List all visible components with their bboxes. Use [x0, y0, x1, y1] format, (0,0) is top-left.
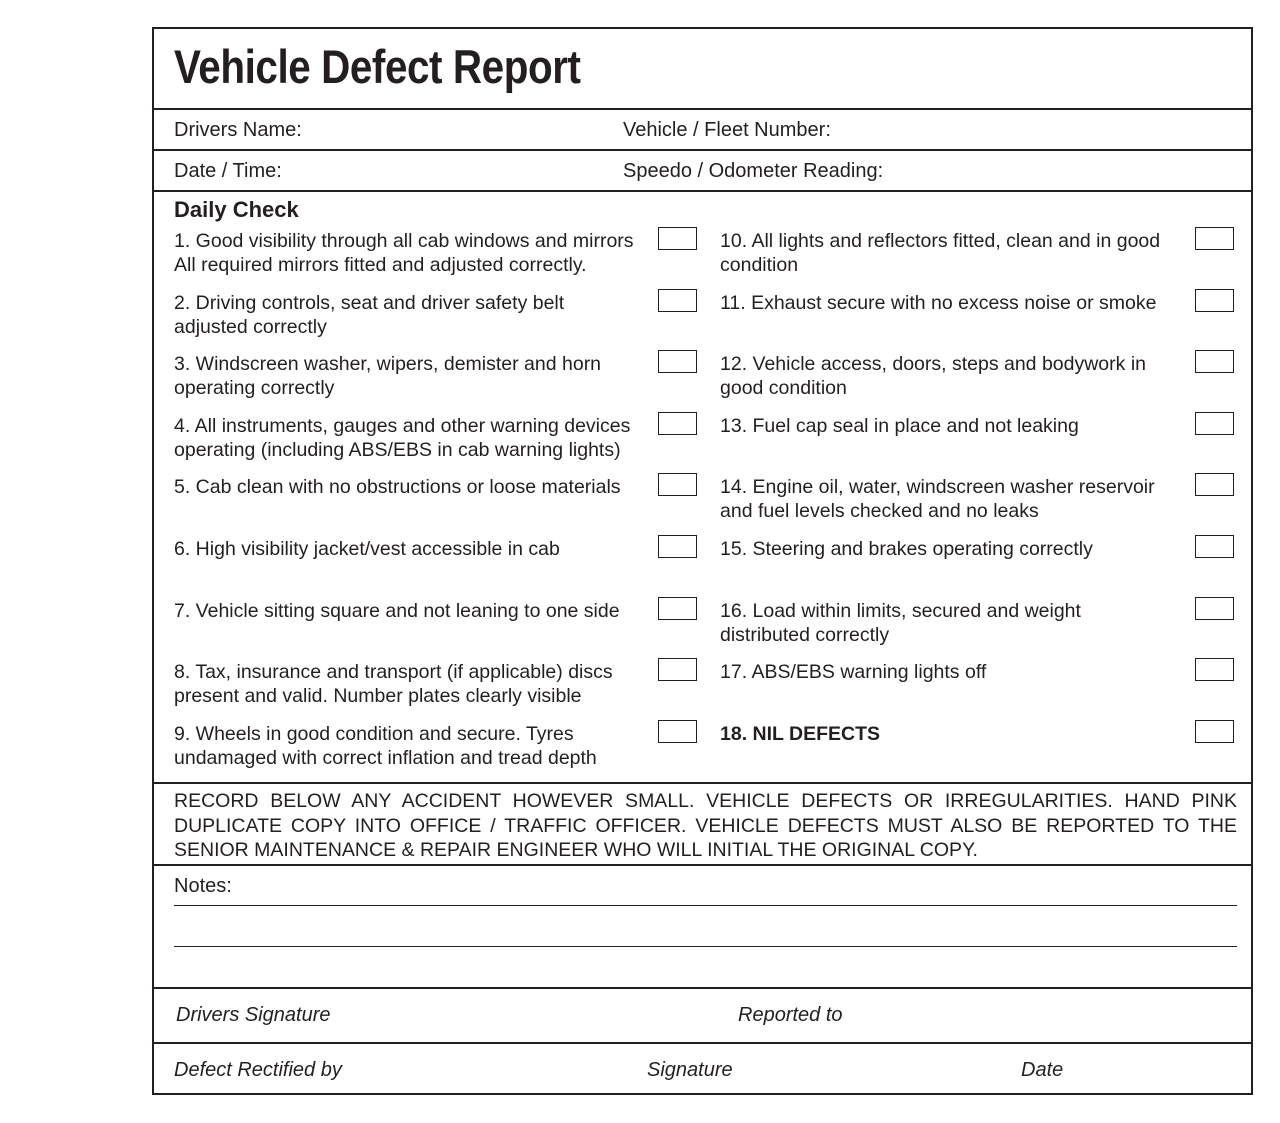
- check-item: [720, 660, 986, 684]
- check-item-text: 10. All lights and reflectors fitted, clean and in good: [720, 230, 1161, 252]
- check-item: [720, 291, 1156, 315]
- check-box[interactable]: [658, 350, 697, 373]
- divider: [154, 987, 1251, 989]
- check-item: [174, 291, 564, 339]
- check-box[interactable]: [658, 720, 697, 743]
- check-item-text: adjusted correctly: [174, 315, 327, 338]
- check-item: [720, 475, 1155, 523]
- signature-label: Signature: [647, 1059, 733, 1081]
- check-item-text: undamaged with correct inflation and tread depth: [174, 746, 597, 769]
- check-item-text: 12. Vehicle access, doors, steps and bodywork in: [720, 353, 1146, 376]
- check-box[interactable]: [658, 227, 697, 250]
- check-item-text: 18. NIL DEFECTS: [720, 722, 881, 745]
- check-item: [720, 229, 1160, 277]
- check-item-text: 15. Steering and brakes operating correctly: [720, 538, 1093, 560]
- check-box[interactable]: [1195, 597, 1234, 620]
- report-title: Vehicle Defect Report: [174, 40, 581, 93]
- check-item: [174, 229, 634, 277]
- check-item: [720, 537, 1093, 561]
- check-item-text: condition: [720, 254, 799, 276]
- check-item-text: operating (including ABS/EBS in cab warning lights): [174, 438, 621, 461]
- check-item: [174, 352, 601, 400]
- check-item-text: 7. Vehicle sitting square and not leaning to one side: [174, 599, 620, 622]
- check-item-text: All required mirrors fitted and adjusted correctly.: [174, 254, 587, 276]
- check-item: [174, 475, 621, 499]
- divider: [154, 190, 1251, 192]
- check-item-text: good condition: [720, 377, 847, 400]
- check-item-text: distributed correctly: [720, 623, 890, 646]
- check-box[interactable]: [1195, 473, 1234, 496]
- notes-line[interactable]: [174, 905, 1237, 906]
- date-time-label: Date / Time:: [174, 160, 282, 182]
- reported-to-label: Reported to: [738, 1004, 843, 1026]
- reporting-notice: RECORD BELOW ANY ACCIDENT HOWEVER SMALL. VEHICLE DEFECTS OR IRREGULARITIES. HAND PINK DUPLICATE COPY INTO OFFICE / TRAFFIC OFFICER. VEHICLE DEFECTS MUST ALSO BE REPORTED TO THE SENIOR MAINTENANCE & REPAIR ENGINEER WHO WILL INITIAL THE ORIGINAL COPY.: [174, 790, 1237, 861]
- check-item-text: 8. Tax, insurance and transport (if applicable) discs: [174, 661, 613, 684]
- speedo-reading-label: Speedo / Odometer Reading:: [623, 160, 884, 182]
- check-item-text: 14. Engine oil, water, windscreen washer reservoir: [720, 476, 1155, 499]
- daily-check-heading: Daily Check: [174, 197, 299, 222]
- check-item-text: and fuel levels checked and no leaks: [720, 500, 1039, 523]
- divider: [154, 864, 1251, 866]
- check-item: [720, 599, 1081, 647]
- check-item-text: 1. Good visibility through all cab windows and mirrors: [174, 230, 634, 252]
- check-box[interactable]: [658, 535, 697, 558]
- check-item-text: 11. Exhaust secure with no excess noise or smoke: [720, 291, 1157, 314]
- check-box[interactable]: [658, 412, 697, 435]
- check-item-text: 5. Cab clean with no obstructions or loose materials: [174, 476, 621, 499]
- check-item-text: 3. Windscreen washer, wipers, demister and horn: [174, 353, 602, 376]
- check-item-text: operating correctly: [174, 377, 335, 400]
- drivers-signature-label: Drivers Signature: [176, 1004, 331, 1026]
- check-item: [174, 599, 620, 623]
- check-item: [174, 414, 630, 462]
- notes-label: Notes:: [174, 875, 232, 897]
- check-box[interactable]: [1195, 350, 1234, 373]
- check-box[interactable]: [658, 597, 697, 620]
- check-item-text: 4. All instruments, gauges and other warning devices: [174, 414, 631, 437]
- check-item-text: 2. Driving controls, seat and driver safety belt: [174, 291, 565, 314]
- defect-rectified-by-label: Defect Rectified by: [174, 1059, 342, 1081]
- check-item-text: 13. Fuel cap seal in place and not leaking: [720, 414, 1079, 437]
- check-item-text: present and valid. Number plates clearly visible: [174, 685, 582, 708]
- check-item-text: 6. High visibility jacket/vest accessible in cab: [174, 538, 560, 560]
- check-item-text: 16. Load within limits, secured and weight: [720, 599, 1081, 622]
- check-box[interactable]: [658, 658, 697, 681]
- check-item-text: 17. ABS/EBS warning lights off: [720, 661, 987, 684]
- divider: [154, 1042, 1251, 1044]
- check-box[interactable]: [658, 289, 697, 312]
- check-item: [720, 414, 1079, 438]
- check-item: [720, 352, 1146, 400]
- divider: [154, 782, 1251, 784]
- vehicle-fleet-number-label: Vehicle / Fleet Number:: [623, 119, 831, 141]
- date-label: Date: [1021, 1059, 1064, 1081]
- defect-report-form: [152, 27, 1253, 1095]
- check-box[interactable]: [1195, 720, 1234, 743]
- check-box[interactable]: [1195, 658, 1234, 681]
- divider: [154, 149, 1251, 151]
- check-box[interactable]: [1195, 535, 1234, 558]
- drivers-name-label: Drivers Name:: [174, 119, 302, 141]
- divider: [154, 108, 1251, 110]
- check-item: [174, 537, 560, 561]
- check-box[interactable]: [1195, 289, 1234, 312]
- check-item-text: 9. Wheels in good condition and secure. Tyres: [174, 722, 574, 745]
- notes-line[interactable]: [174, 946, 1237, 947]
- check-box[interactable]: [1195, 412, 1234, 435]
- check-box[interactable]: [1195, 227, 1234, 250]
- check-item: [174, 660, 613, 708]
- check-item: [174, 722, 597, 770]
- check-item: [720, 722, 880, 746]
- check-box[interactable]: [658, 473, 697, 496]
